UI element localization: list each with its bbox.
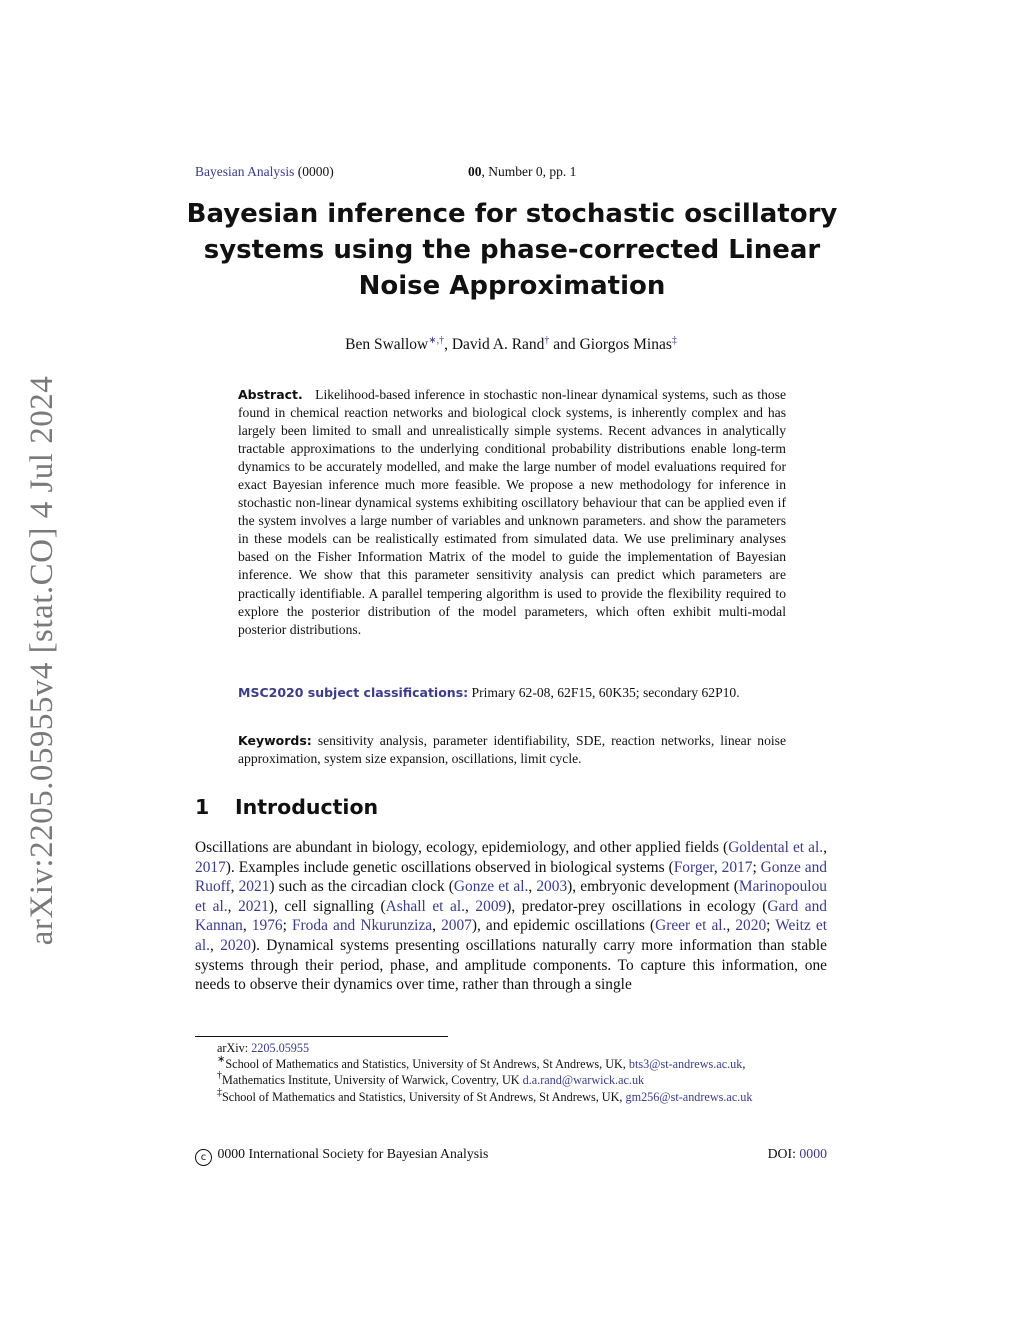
footnote-text: School of Mathematics and Statistics, University of St Andrews, St Andrews, UK, (222, 1089, 626, 1104)
journal-year: (0000) (297, 164, 334, 179)
intro-text: ). Examples include genetic oscillations observed in biological systems ( (225, 858, 674, 876)
intro-text: , (209, 936, 221, 954)
citation-link[interactable]: Froda and Nkurunziza (292, 917, 433, 935)
footnote-label: arXiv: (217, 1041, 252, 1055)
intro-text: , (726, 917, 736, 935)
email-link[interactable]: d.a.rand@warwick.ac.uk (522, 1073, 645, 1088)
intro-text: ), and epidemic oscillations ( (471, 917, 656, 935)
intro-text: , (432, 917, 442, 935)
author-affiliation-mark[interactable]: † (544, 335, 550, 346)
citation-year-link[interactable]: 2021 (238, 897, 269, 915)
arxiv-stamp-text: arXiv:2205.05955v4 [stat.CO] 4 Jul 2024 (24, 375, 61, 945)
footnote-affiliation (195, 1086, 827, 1105)
email-link[interactable]: gm256@st-andrews.ac.uk (625, 1089, 753, 1104)
paper-title: Bayesian inference for stochastic oscillatory systems using the phase-corrected Linear Noise Approximation (186, 199, 838, 301)
citation-year-link[interactable]: 2021 (238, 878, 270, 896)
footnote-text: Mathematics Institute, University of Warwick, Coventry, UK (222, 1073, 523, 1088)
arxiv-side-stamp (8, 370, 78, 950)
author-affiliation-mark[interactable]: ‡ (671, 335, 677, 346)
footnote-divider (195, 1036, 448, 1037)
citation-link[interactable]: Marinopoulou et al. (195, 878, 827, 915)
intro-text: , (242, 917, 252, 935)
intro-text: , (528, 878, 537, 896)
footnote-mark: ‡ (217, 1086, 222, 1098)
section-heading (195, 795, 378, 819)
citation-year-link[interactable]: 2003 (536, 878, 568, 896)
citation-link[interactable]: Gard and Kannan (195, 897, 827, 935)
msc-classifications (238, 684, 786, 702)
intro-text: ; (766, 917, 776, 935)
author-name: Ben Swallow (345, 336, 429, 353)
copyright-notice (195, 1146, 488, 1166)
footnote-text: School of Mathematics and Statistics, University of St Andrews, St Andrews, UK, (225, 1057, 629, 1072)
abstract-text: Likelihood-based inference in stochastic non-linear dynamical systems, such as those found in chemical reaction networks and biological clock systems, is inherently complex and has largely been limited to small and unrealistically simple systems. Recent advances in analytically tractable approximations to the underlying conditional probability distributions enable long-term dynamics to be accurately modelled, and make the large number of model evaluations required for exact Bayesian inference much more feasible. We propose a new methodology for inference in stochastic non-linear dynamical systems exhibiting oscillatory behaviour that can be applied even if the system involves a large number of variables and unknown parameters. and show the parameters in these models can be realistically estimated from simulated data. We use preliminary analyses based on the Fisher Information Matrix of the model to guide the implementation of Bayesian inference. We show that this parameter sensitivity analysis can predict which parameters are practically identifiable. A parallel tempering algorithm is used to provide the flexibility required to explore the posterior distribution of the model parameters, which often exhibit multi-modal posterior distributions. (238, 387, 786, 637)
msc-label-link[interactable]: MSC2020 subject classifications: (238, 685, 469, 700)
email-link[interactable]: bts3@st-andrews.ac.uk (628, 1057, 743, 1072)
author-name: Giorgos Minas (579, 336, 672, 353)
intro-text: ; (752, 858, 761, 876)
author-list (195, 336, 827, 354)
citation-link[interactable]: Forger (673, 858, 714, 876)
copyright-text: 0000 International Society for Bayesian Analysis (217, 1146, 489, 1161)
journal-issue-pages: , Number 0, pp. 1 (481, 164, 577, 179)
intro-text: , (465, 897, 476, 915)
citation-link[interactable]: Ashall et al. (385, 897, 465, 915)
keywords-text: sensitivity analysis, parameter identifiability, SDE, reaction networks, linear noise approximation, system size expansion, oscillations, limit cycle. (238, 733, 786, 767)
intro-text: , (227, 897, 239, 915)
citation-year-link[interactable]: 2017 (721, 858, 753, 876)
footnote-affiliation (195, 1056, 827, 1072)
doi (700, 1146, 827, 1162)
citation-year-link[interactable]: 1976 (251, 917, 283, 935)
footnote-affiliation (195, 1072, 827, 1088)
citation-link[interactable]: Gonze et al. (453, 878, 529, 896)
author-separator: and (549, 336, 580, 353)
footnote-mark: † (217, 1070, 222, 1082)
citation-year-link[interactable]: 2007 (441, 917, 472, 935)
doi-label: DOI: (767, 1146, 800, 1161)
intro-text: ), cell signalling ( (268, 897, 386, 915)
citation-year-link[interactable]: 2020 (220, 936, 251, 954)
footnote-mark: ∗ (217, 1054, 226, 1066)
intro-text: , (713, 858, 722, 876)
author-name: David A. Rand (451, 336, 545, 353)
intro-text: ), embryonic development ( (567, 878, 739, 896)
citation-link[interactable]: Greer et al. (655, 917, 727, 935)
citation-link[interactable]: Weitz et al. (195, 917, 827, 954)
citation-link[interactable]: Gonze and Ruoff (195, 858, 827, 896)
journal-volume: 00 (468, 164, 482, 179)
keywords (238, 732, 786, 768)
copyright-icon: c (195, 1149, 212, 1166)
intro-text: ; (282, 917, 292, 935)
intro-text: ). Dynamical systems presenting oscillations naturally carry more information than stable systems through their period, phase, and amplitude components. To capture this information, one needs to observe their dynamics over time, rather than through a single (195, 936, 828, 994)
citation-year-link[interactable]: 2017 (195, 858, 226, 876)
citation-year-link[interactable]: 2020 (735, 917, 767, 935)
author-affiliation-mark[interactable]: ∗,† (428, 335, 445, 346)
intro-text: , (230, 878, 239, 896)
intro-text: Oscillations are abundant in biology, ecology, epidemiology, and other applied fields ( (195, 839, 729, 856)
keywords-label: Keywords: (238, 733, 312, 748)
footnote-punct: , (742, 1057, 746, 1072)
msc-text: Primary 62-08, 62F15, 60K35; secondary 62P10. (471, 685, 740, 700)
citation-year-link[interactable]: 2009 (475, 897, 507, 915)
intro-text: , (823, 839, 827, 856)
intro-text: ), predator-prey oscillations in ecology ( (506, 897, 768, 915)
footnote-arxiv (195, 1040, 827, 1056)
abstract (238, 386, 786, 639)
abstract-label: Abstract. (238, 387, 303, 402)
footnotes (195, 1040, 827, 1105)
section-number: 1 (195, 795, 210, 819)
doi-link[interactable]: 0000 (799, 1146, 827, 1161)
arxiv-id-link[interactable]: 2205.05955 (251, 1041, 310, 1055)
citation-link[interactable]: Goldental et al. (728, 839, 824, 856)
author-separator: , (444, 336, 452, 353)
journal-name-link[interactable]: Bayesian Analysis (195, 164, 295, 179)
section-title: Introduction (235, 795, 379, 819)
intro-text: ) such as the circadian clock ( (269, 878, 454, 896)
intro-paragraph (195, 838, 827, 995)
